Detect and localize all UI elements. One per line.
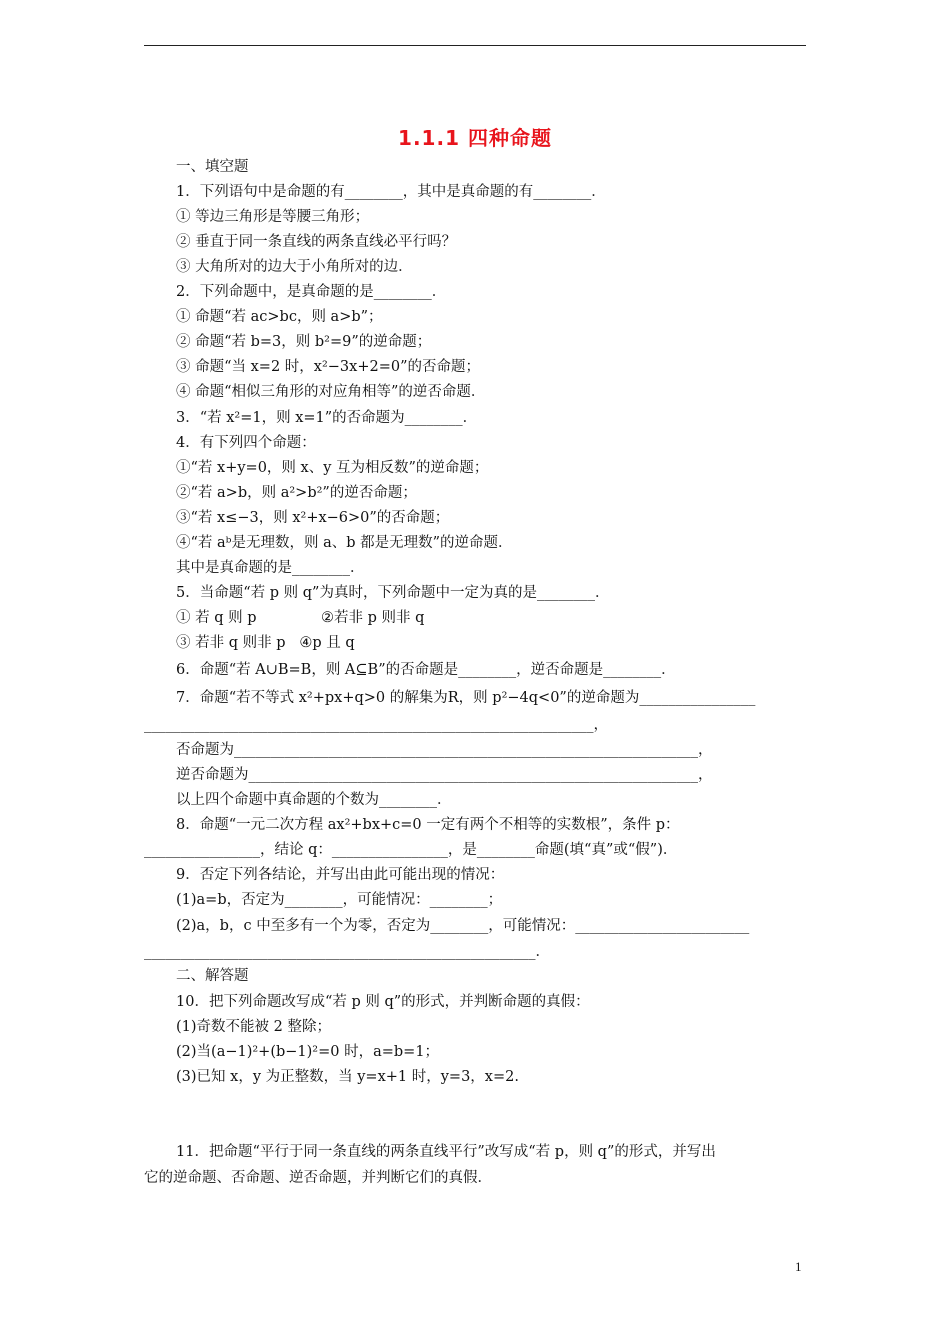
question-9-part-1: (1)a=b，否定为________，可能情况：________； xyxy=(176,892,503,908)
question-2-item-1: ① 命题“若 ac>bc，则 a>b”； xyxy=(176,309,383,325)
section-heading-fill-blank: 一、填空题 xyxy=(176,159,249,175)
question-4-item-1: ①“若 x+y=0，则 x、y 互为相反数”的逆命题； xyxy=(176,460,489,476)
question-5-options-row-2: ③ 若非 q 则非 p ④p 且 q xyxy=(176,635,355,651)
question-11-continued: 它的逆命题、否命题、逆否命题，并判断它们的真假． xyxy=(144,1170,492,1186)
question-2-item-4: ④ 命题“相似三角形的对应角相等”的逆否命题． xyxy=(176,384,486,400)
question-1-item-3: ③ 大角所对的边大于小角所对的边． xyxy=(176,259,413,275)
question-11: 11．把命题“平行于同一条直线的两条直线平行”改写成“若 p，则 q”的形式，并写出 xyxy=(176,1144,716,1160)
question-2: 2．下列命题中，是真命题的是________． xyxy=(176,284,447,300)
header-rule xyxy=(144,45,806,46)
page-number: 1 xyxy=(795,1259,802,1274)
question-3: 3．“若 x²=1，则 x=1”的否命题为________． xyxy=(176,410,478,426)
section-heading-solutions: 二、解答题 xyxy=(176,968,249,984)
question-2-item-3: ③ 命题“当 x=2 时，x²−3x+2=0”的否命题； xyxy=(176,359,480,375)
question-7-contrapositive: 逆否命题为______________________________________________________________， xyxy=(176,767,713,783)
question-8: 8．命题“一元二次方程 ax²+bx+c=0 一定有两个不相等的实数根”，条件 p： xyxy=(176,817,680,833)
question-10: 10．把下列命题改写成“若 p 则 q”的形式，并判断命题的真假： xyxy=(176,994,590,1010)
question-1-item-2: ② 垂直于同一条直线的两条直线必平行吗？ xyxy=(176,234,457,250)
question-7: 7．命题“若不等式 x²+px+q>0 的解集为R，则 p²−4q<0”的逆命题为________________ xyxy=(176,690,756,706)
question-4-prompt: 其中是真命题的是________． xyxy=(176,560,365,576)
question-7-negation: 否命题为________________________________________________________________， xyxy=(176,742,713,758)
question-7-count: 以上四个命题中真命题的个数为________． xyxy=(176,792,452,808)
question-10-part-2: (2)当(a−1)²+(b−1)²=0 时，a=b=1； xyxy=(176,1044,440,1060)
question-5: 5．当命题“若 p 则 q”为真时，下列命题中一定为真的是________． xyxy=(176,585,610,601)
page-title: 1.1.1 四种命题 xyxy=(398,126,552,150)
question-4-item-3: ③“若 x≤−3，则 x²+x−6>0”的否命题； xyxy=(176,510,450,526)
question-9-part-2: (2)a，b，c 中至多有一个为零，否定为________，可能情况：________________________ xyxy=(176,918,750,934)
question-8-blanks: ________________，结论 q：________________，是________命题(填“真”或“假”)． xyxy=(144,842,678,858)
question-4: 4．有下列四个命题： xyxy=(176,435,316,451)
question-5-options-row-1: ① 若 q 则 p ②若非 p 则非 q xyxy=(176,610,425,626)
question-1-item-1: ① 等边三角形是等腰三角形； xyxy=(176,209,370,225)
question-10-part-1: (1)奇数不能被 2 整除； xyxy=(176,1019,331,1035)
question-9: 9．否定下列各结论，并写出由此可能出现的情况： xyxy=(176,867,505,883)
question-2-item-2: ② 命题“若 b=3，则 b²=9”的逆命题； xyxy=(176,334,432,350)
question-1: 1．下列语句中是命题的有________，其中是真命题的有________． xyxy=(176,184,606,200)
question-9-answer-line: ______________________________________________________． xyxy=(144,944,550,960)
question-4-item-4: ④“若 aᵇ是无理数，则 a、b 都是无理数”的逆命题． xyxy=(176,535,513,551)
question-7-answer-line: ______________________________________________________________， xyxy=(144,717,608,733)
question-4-item-2: ②“若 a>b，则 a²>b²”的逆否命题； xyxy=(176,485,417,501)
question-6: 6．命题“若 A∪B=B，则 A⊆B”的否命题是________，逆否命题是________． xyxy=(176,662,676,678)
question-10-part-3: (3)已知 x，y 为正整数，当 y=x+1 时，y=3，x=2. xyxy=(176,1069,519,1085)
